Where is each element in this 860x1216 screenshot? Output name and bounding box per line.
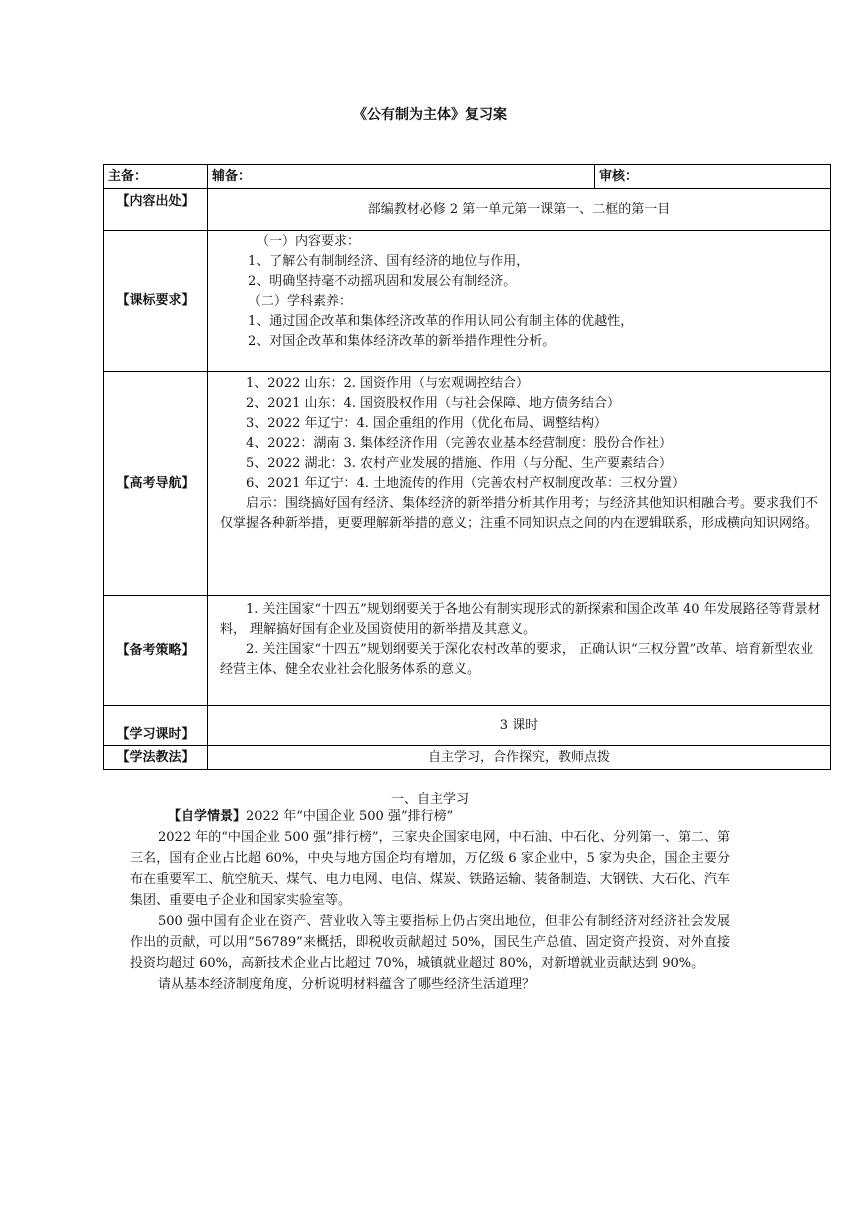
method-row <box>104 746 831 770</box>
exam-label: 【高考导航】 <box>104 372 208 596</box>
exam-line: 5、2022 湖北：3. 农村产业发展的措施、作用（与分配、生产要素结合） <box>246 456 673 471</box>
source-row <box>104 189 831 231</box>
section-heading: 一、自主学习 <box>390 792 469 807</box>
exam-line: 3、2022 年辽宁：4. 国企重组的作用（优化布局、调整结构） <box>246 416 608 431</box>
paragraph-1: 2022 年的“中国企业 500 强”排行榜”，三家央企国家电网，中石油、中石化、分列第一、第二、第三名，国有企业占比超 60%，中央与地方国企均有增加，万亿级 6 家企业中，5 家为央企，国企主要分布在重要军工、航空航天、煤气、电力电网、电信、煤炭、铁路运输、装备制造、大钢铁、大石化、汽车集团、重要电子企业和国家实验室等。 <box>130 830 730 908</box>
strategy-label: 【备考策略】 <box>104 596 208 706</box>
hours-row <box>104 706 831 746</box>
scene-line <box>130 806 730 827</box>
scene-title: 2022 年“中国企业 500 强”排行榜” <box>246 809 454 824</box>
assist-prep-cell: 辅备： <box>208 165 595 189</box>
standards-row <box>104 231 831 372</box>
header-row <box>104 165 831 189</box>
method-label: 【学法教法】 <box>104 746 208 770</box>
standards-content <box>208 231 831 372</box>
exam-content <box>208 372 831 596</box>
page-title: 《公有制为主体》复习案 <box>353 107 507 123</box>
scene-label: 【自学情景】 <box>168 809 247 824</box>
exam-insight: 启示：围绕搞好国有经济、集体经济的新举措分析其作用考；与经济其他知识相融合考。要求我们不仅掌握各种新举措，更要理解新举措的意义；注重不同知识点之间的内在逻辑联系，形成横向知识网络。 <box>220 496 819 531</box>
review-cell: 审核： <box>595 165 831 189</box>
exam-line: 6、2021 年辽宁：4. 土地流传的作用（完善农村产权制度改革：三权分置） <box>246 476 686 491</box>
hours-label: 【学习课时】 <box>104 706 208 746</box>
strategy-content <box>208 596 831 706</box>
strategy-point-1: 1. 关注国家“十四五”规划纲要关于各地公有制实现形式的新探索和国企改革 40 年发展路径等背景材料， 理解搞好国有企业及国资使用的新举措及其意义。 <box>220 602 821 637</box>
standards-line: 2、对国企改革和集体经济改革的新举措作理性分析。 <box>248 334 556 349</box>
exam-line: 4、2022：湖南 3. 集体经济作用（完善农业基本经营制度：股份合作社） <box>246 436 673 451</box>
exam-line: 1、2022 山东：2. 国资作用（与宏观调控结合） <box>246 376 530 391</box>
source-label: 【内容出处】 <box>104 189 208 231</box>
standards-line: 1、了解公有制制经济、国有经济的地位与作用， <box>248 254 530 269</box>
paragraph-2: 500 强中国有企业在资产、营业收入等主要指标上仍占突出地位，但非公有制经济对经济社会发展作出的贡献，可以用“56789”来概括，即税收贡献超过 50%，国民生产总值、固定资产投资、对外直接投资均超过 60%，高新技术企业占比超过 70%，城镇就业超过 80%，对新增就业贡献达到 90%。 <box>130 914 730 971</box>
self-study-body <box>130 806 730 995</box>
standards-label: 【课标要求】 <box>104 231 208 372</box>
plan-table <box>103 164 831 770</box>
standards-line: （二）学科素养： <box>248 294 353 309</box>
standards-line: （一）内容要求： <box>256 234 361 249</box>
question: 请从基本经济制度角度，分析说明材料蕴含了哪些经济生活道理？ <box>158 977 536 992</box>
strategy-point-2: 2. 关注国家“十四五”规划纲要关于深化农村改革的要求， 正确认识“三权分置”改革、培育新型农业经营主体、健全农业社会化服务体系的意义。 <box>220 642 814 677</box>
standards-line: 2、明确坚持毫不动摇巩固和发展公有制经济。 <box>248 274 517 289</box>
main-prep-cell: 主备： <box>104 165 208 189</box>
hours-text: 3 课时 <box>208 706 831 746</box>
standards-line: 1、通过国企改革和集体经济改革的作用认同公有制主体的优越性， <box>248 314 634 329</box>
source-text: 部编教材必修 2 第一单元第一课第一、二框的第一目 <box>208 189 831 231</box>
exam-line: 2、2021 山东：4. 国资股权作用（与社会保障、地方债务结合） <box>246 396 621 411</box>
exam-row <box>104 372 831 596</box>
method-text: 自主学习，合作探究，教师点拨 <box>208 746 831 770</box>
strategy-row <box>104 596 831 706</box>
